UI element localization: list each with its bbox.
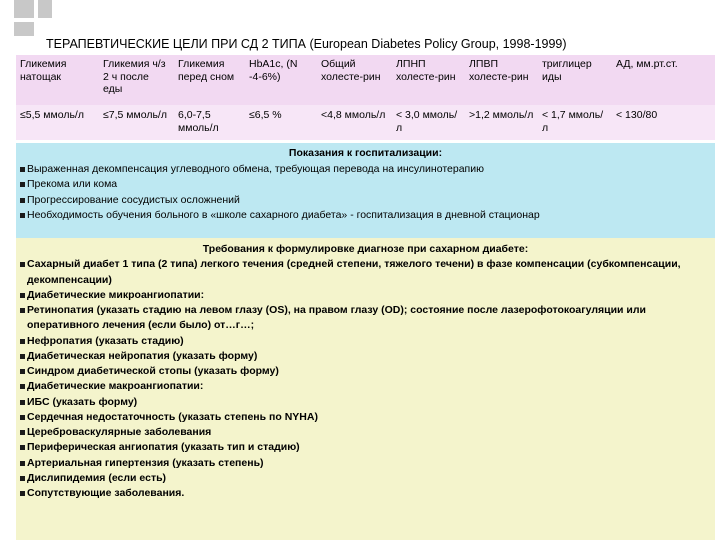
header-cell: Гликемия перед сном	[174, 55, 245, 105]
square-bullet-icon	[20, 430, 25, 435]
list-item	[20, 395, 711, 410]
square-bullet-icon	[20, 415, 25, 420]
square-bullet-icon	[20, 400, 25, 405]
square-bullet-icon	[20, 369, 25, 374]
square-bullet-icon	[20, 476, 25, 481]
list-item-text: Прогрессирование сосудистых осложнений	[27, 193, 240, 206]
diagnosis-list	[20, 257, 711, 501]
table-row	[16, 105, 715, 140]
list-item-text: Диабетические микроангиопатии:	[27, 288, 205, 301]
header-cell: Гликемия ч/з 2 ч после еды	[99, 55, 174, 105]
value-cell: 6,0-7,5 ммоль/л	[174, 105, 245, 140]
list-item-text: Диабетическая нейропатия (указать форму)	[27, 349, 258, 362]
list-item	[20, 471, 711, 486]
square-bullet-icon	[20, 445, 25, 450]
list-item	[20, 379, 711, 394]
list-item	[20, 288, 711, 303]
list-item-text: Синдром диабетической стопы (указать форму)	[27, 365, 279, 377]
square-bullet-icon	[20, 213, 25, 218]
list-item	[20, 425, 711, 440]
square-bullet-icon	[20, 339, 25, 344]
list-item	[20, 193, 711, 209]
decor-square	[14, 22, 34, 36]
list-item	[20, 364, 711, 379]
list-item-text: ИБС (указать форму)	[27, 395, 138, 408]
list-item-text: Сердечная недостаточность (указать степень по NYHA)	[27, 410, 318, 423]
header-cell: НbА1с, (N -4-6%)	[245, 55, 317, 105]
square-bullet-icon	[20, 308, 25, 313]
list-item-text: Прекома или кома	[27, 178, 118, 191]
list-item	[20, 208, 711, 224]
list-item-text: Необходимость обучения больного в «школе сахарного диабета» - госпитализация в дневной стационар	[27, 209, 540, 222]
hospitalization-section	[16, 143, 715, 238]
list-item	[20, 410, 711, 425]
diagnosis-requirements-section	[16, 238, 715, 540]
value-cell: >1,2 ммоль/л	[465, 105, 538, 140]
value-cell: <4,8 ммоль/л	[317, 105, 392, 140]
list-item-text: Артериальная гипертензия (указать степень)	[27, 456, 264, 469]
list-item-text: Дислипидемия (если есть)	[27, 471, 167, 484]
list-item	[20, 257, 711, 288]
list-item-text: Сопутствующие заболевания.	[27, 487, 185, 499]
hospitalization-title: Показания к госпитализации:	[288, 147, 443, 159]
square-bullet-icon	[20, 354, 25, 359]
header-cell: АД, мм.рт.ст.	[612, 55, 715, 105]
list-item	[20, 456, 711, 471]
list-item-text: Ретинопатия (указать стадию на левом глазу (OS), на правом глазу (OD); состояние после лазерофотокоагуляции или оперативного лечения (если было) от…г…;	[27, 304, 647, 332]
header-cell: триглицер иды	[538, 55, 612, 105]
list-item	[20, 440, 711, 455]
page-title: ТЕРАПЕВТИЧЕСКИЕ ЦЕЛИ ПРИ СД 2 ТИПА (European Diabetes Policy Group, 1998-1999)	[46, 37, 567, 51]
list-item-text: Нефропатия (указать стадию)	[27, 334, 184, 347]
header-cell: ЛПВП холесте-рин	[465, 55, 538, 105]
header-cell: Гликемия натощак	[16, 55, 99, 105]
list-item-text: Сахарный диабет 1 типа (2 типа) легкого течения (средней степени, тяжелого течени) в фазе компенсации (субкомпенсации, декомпенсации)	[27, 258, 681, 286]
list-item	[20, 162, 711, 178]
square-bullet-icon	[20, 384, 25, 389]
square-bullet-icon	[20, 461, 25, 466]
square-bullet-icon	[20, 262, 25, 267]
square-bullet-icon	[20, 198, 25, 203]
list-item	[20, 486, 711, 501]
square-bullet-icon	[20, 167, 25, 172]
list-item-text: Периферическая ангиопатия (указать тип и стадию)	[27, 441, 300, 454]
hospitalization-list	[20, 162, 711, 224]
value-cell: ≤5,5 ммоль/л	[16, 105, 99, 140]
value-cell: ≤7,5 ммоль/л	[99, 105, 174, 140]
list-item	[20, 349, 711, 364]
list-item	[20, 303, 711, 334]
list-item	[20, 334, 711, 349]
value-cell: < 130/80	[612, 105, 715, 140]
targets-table	[16, 55, 715, 140]
square-bullet-icon	[20, 491, 25, 496]
list-item-text: Цереброваскулярные заболевания	[27, 426, 212, 438]
value-cell: ≤6,5 %	[245, 105, 317, 140]
decor-square	[38, 0, 52, 18]
decor-square	[14, 0, 34, 18]
square-bullet-icon	[20, 182, 25, 187]
list-item	[20, 177, 711, 193]
list-item-text: Диабетические макроангиопатии:	[27, 380, 204, 393]
diagnosis-title: Требования к формулировке диагнозе при сахарном диабете:	[202, 243, 529, 255]
value-cell: < 3,0 ммоль/л	[392, 105, 465, 140]
table-header-row	[16, 55, 715, 105]
list-item-text: Выраженная декомпенсация углеводного обмена, требующая перевода на инсулинотерапию	[27, 162, 484, 175]
header-cell: Общий холесте-рин	[317, 55, 392, 105]
value-cell: < 1,7 ммоль/л	[538, 105, 612, 140]
square-bullet-icon	[20, 293, 25, 298]
header-cell: ЛПНП холесте-рин	[392, 55, 465, 105]
